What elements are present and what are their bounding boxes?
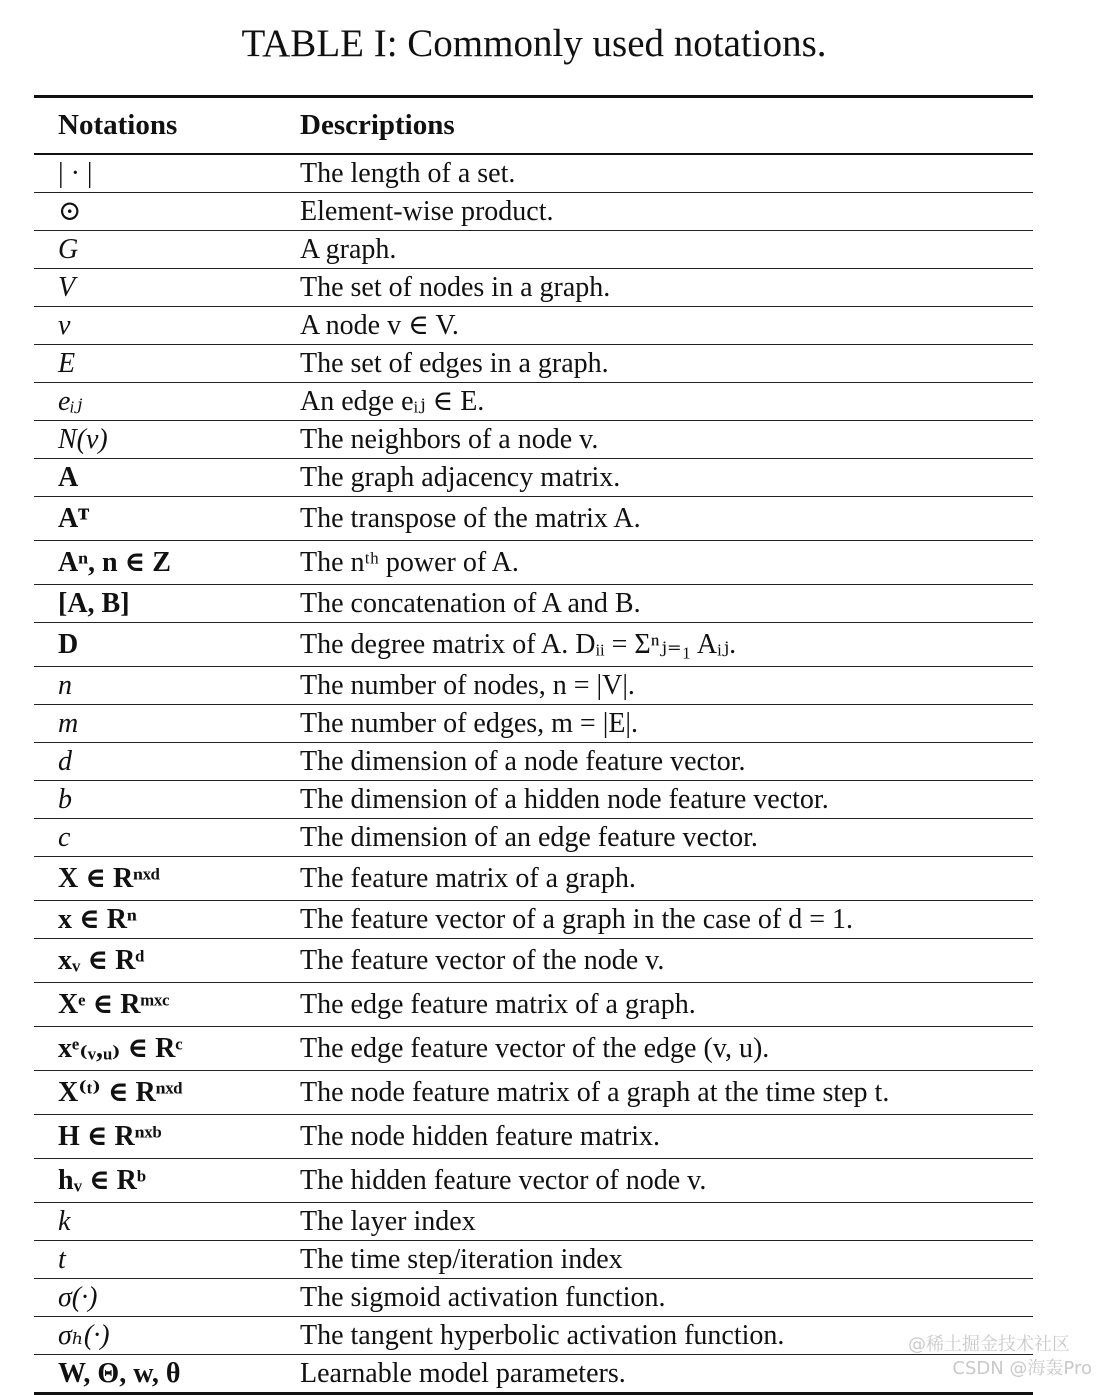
table-row — [34, 269, 1033, 307]
table-row — [34, 1317, 1033, 1355]
notation-cell: N(v) — [58, 424, 108, 455]
watermark-juejin: @稀土掘金技术社区 — [908, 1334, 1070, 1355]
table-row — [34, 901, 1033, 939]
table-row — [34, 459, 1033, 497]
notation-table — [34, 95, 1033, 1395]
description-cell: The feature matrix of a graph. — [300, 863, 636, 894]
notation-cell: W, Θ, w, θ — [58, 1358, 181, 1389]
description-cell: The feature vector of the node v. — [300, 945, 665, 976]
description-cell: The nᵗʰ power of A. — [300, 547, 519, 578]
table-row — [34, 231, 1033, 269]
notation-cell: b — [58, 784, 72, 815]
notation-cell: Aᵀ — [58, 503, 90, 534]
notation-cell: c — [58, 822, 71, 853]
description-cell: The transpose of the matrix A. — [300, 503, 641, 534]
header-descriptions: Descriptions — [300, 109, 455, 141]
description-cell: The set of edges in a graph. — [300, 348, 609, 379]
notation-cell: X ∈ Rⁿˣᵈ — [58, 863, 161, 894]
notation-cell: X⁽ᵗ⁾ ∈ Rⁿˣᵈ — [58, 1077, 183, 1108]
notation-cell: t — [58, 1244, 66, 1275]
table-row — [34, 421, 1033, 459]
description-cell: Element-wise product. — [300, 196, 554, 227]
table-row — [34, 743, 1033, 781]
notation-cell: Aⁿ, n ∈ Z — [58, 547, 171, 578]
watermark-csdn: CSDN @海轰Pro — [952, 1358, 1092, 1379]
description-cell: An edge eᵢⱼ ∈ E. — [300, 386, 485, 417]
table-row — [34, 193, 1033, 231]
description-cell: The feature vector of a graph in the case of d = 1. — [300, 904, 853, 935]
table-row — [34, 345, 1033, 383]
description-cell: The node feature matrix of a graph at the time step t. — [300, 1077, 890, 1108]
table-row — [34, 497, 1033, 541]
table-row — [34, 705, 1033, 743]
description-cell: The degree matrix of A. Dᵢᵢ = Σⁿⱼ₌₁ Aᵢⱼ. — [300, 629, 737, 660]
table-caption: TABLE I: Commonly used notations. — [241, 22, 827, 65]
table-row — [34, 585, 1033, 623]
description-cell: The concatenation of A and B. — [300, 588, 641, 619]
notation-cell: ⊙ — [58, 196, 82, 227]
notation-cell: x ∈ Rⁿ — [58, 904, 137, 935]
notation-cell: G — [58, 234, 79, 265]
notation-cell: xᵉ₍ᵥ,ᵤ₎ ∈ Rᶜ — [58, 1033, 183, 1064]
table-row — [34, 154, 1033, 193]
table-row — [34, 667, 1033, 705]
header-notations: Notations — [58, 109, 178, 141]
description-cell: A node v ∈ V. — [300, 310, 459, 341]
description-cell: The layer index — [300, 1206, 476, 1237]
notation-cell: xᵥ ∈ Rᵈ — [58, 945, 145, 976]
notation-cell: d — [58, 746, 72, 777]
notation-cell: hᵥ ∈ Rᵇ — [58, 1165, 146, 1196]
notation-cell: Xᵉ ∈ Rᵐˣᶜ — [58, 989, 170, 1020]
description-cell: The neighbors of a node v. — [300, 424, 599, 455]
description-cell: The number of edges, m = |E|. — [300, 708, 639, 739]
description-cell: The edge feature matrix of a graph. — [300, 989, 696, 1020]
notation-cell: m — [58, 708, 79, 739]
table-row — [34, 623, 1033, 667]
table-row — [34, 1071, 1033, 1115]
description-cell: The dimension of an edge feature vector. — [300, 822, 758, 853]
table-row — [34, 1115, 1033, 1159]
notation-cell: σ(·) — [58, 1282, 98, 1313]
notation-cell: k — [58, 1206, 71, 1237]
table-row — [34, 1203, 1033, 1241]
notation-cell: σₕ(·) — [58, 1320, 110, 1351]
description-cell: A graph. — [300, 234, 397, 265]
description-cell: The tangent hyperbolic activation function. — [300, 1320, 785, 1351]
notation-cell: D — [58, 629, 79, 660]
description-cell: The number of nodes, n = |V|. — [300, 670, 635, 701]
notation-cell: H ∈ Rⁿˣᵇ — [58, 1121, 162, 1152]
table-row — [34, 541, 1033, 585]
description-cell: Learnable model parameters. — [300, 1358, 626, 1389]
description-cell: The hidden feature vector of node v. — [300, 1165, 707, 1196]
table-row — [34, 1241, 1033, 1279]
table-header-row — [34, 97, 1033, 155]
description-cell: The edge feature vector of the edge (v, u). — [300, 1033, 770, 1064]
table-row — [34, 1159, 1033, 1203]
notation-cell: n — [58, 670, 72, 701]
notation-cell: v — [58, 310, 71, 341]
table-row — [34, 307, 1033, 345]
notation-cell: A — [58, 462, 79, 493]
table-row — [34, 781, 1033, 819]
notation-cell: V — [58, 272, 76, 303]
table-body — [34, 154, 1033, 1394]
table-row — [34, 1279, 1033, 1317]
table-row — [34, 819, 1033, 857]
notation-cell: eᵢⱼ — [58, 386, 83, 417]
table-row — [34, 1027, 1033, 1071]
description-cell: The length of a set. — [300, 158, 516, 189]
notation-cell: E — [58, 348, 76, 379]
notation-cell: | · | — [58, 158, 93, 189]
table-row — [34, 939, 1033, 983]
description-cell: The time step/iteration index — [300, 1244, 623, 1275]
table-row — [34, 383, 1033, 421]
description-cell: The set of nodes in a graph. — [300, 272, 611, 303]
description-cell: The node hidden feature matrix. — [300, 1121, 660, 1152]
description-cell: The dimension of a node feature vector. — [300, 746, 746, 777]
description-cell: The dimension of a hidden node feature vector. — [300, 784, 829, 815]
description-cell: The graph adjacency matrix. — [300, 462, 621, 493]
notation-cell: [A, B] — [58, 588, 130, 619]
description-cell: The sigmoid activation function. — [300, 1282, 666, 1313]
table-row — [34, 983, 1033, 1027]
table-row — [34, 857, 1033, 901]
